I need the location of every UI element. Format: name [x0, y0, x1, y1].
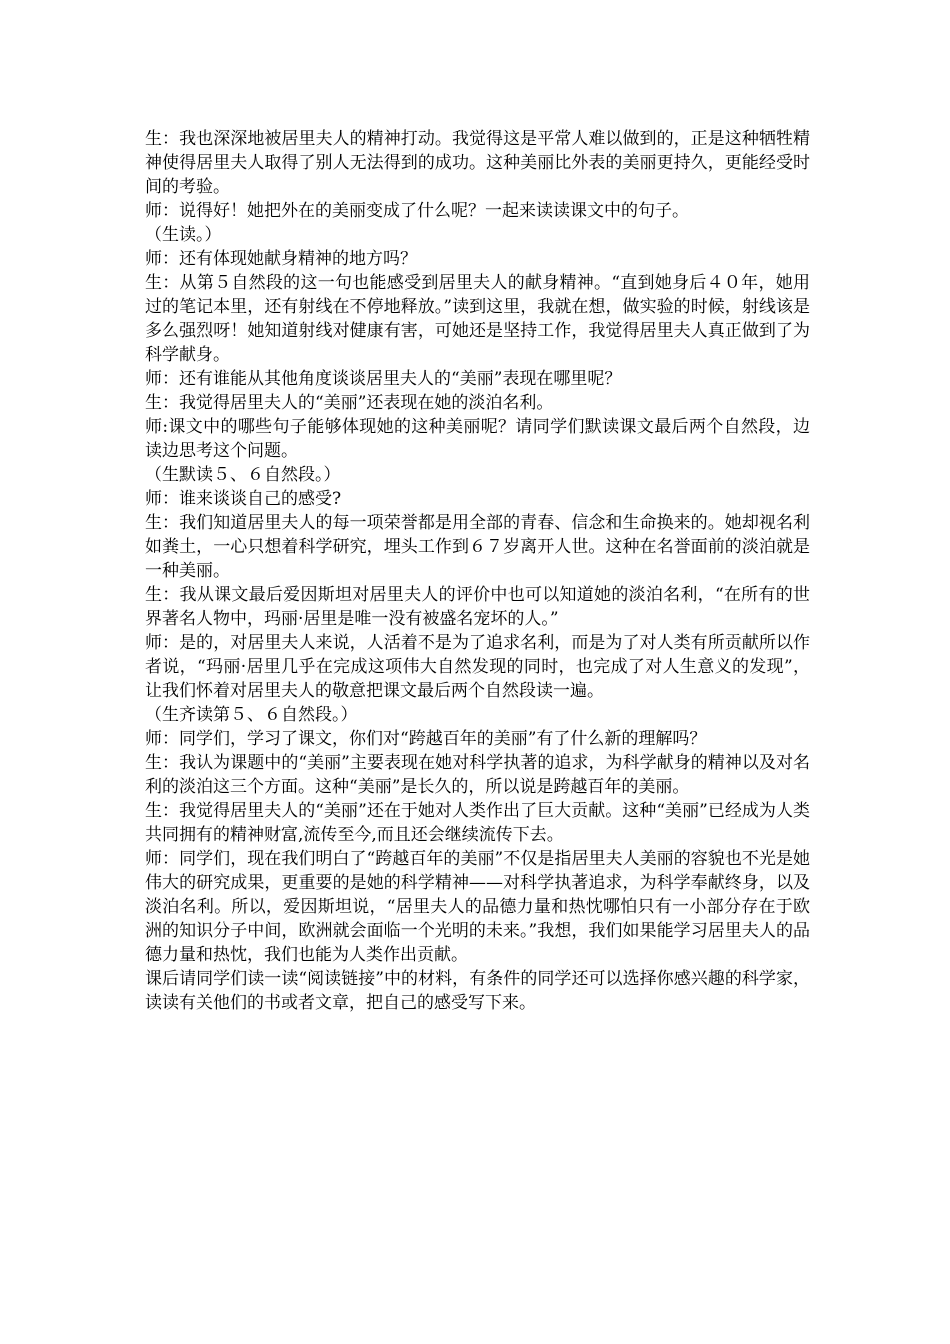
paragraph-student-moved: 生：我也深深地被居里夫人的精神打动。我觉得这是平常人难以做到的，正是这种牺牲精神使得居里夫人取得了别人无法得到的成功。这种美丽比外表的美丽更持久，更能经受时间的考验。 — [145, 129, 810, 197]
paragraph-student-einstein-quote: 生：我从课文最后爱因斯坦对居里夫人的评价中也可以知道她的淡泊名利，“在所有的世界著名人物中，玛丽·居里是唯一没有被盛名宠坏的人。” — [145, 585, 810, 629]
paragraph-student-three-aspects: 生：我认为课题中的“美丽”主要表现在她对科学执著的追求，为科学献身的精神以及对名利的淡泊这三个方面。这种“美丽”是长久的，所以说是跨越百年的美丽。 — [145, 753, 810, 797]
paragraph-teacher-other-angles: 师：还有谁能从其他角度谈谈居里夫人的“美丽”表现在哪里呢？ — [145, 369, 622, 389]
paragraph-student-paragraph-five: 生：从第５自然段的这一句也能感受到居里夫人的献身精神。“直到她身后４０年，她用过的笔记本里，还有射线在不停地释放。”读到这里，我就在想，做实验的时候，射线该是多么强烈呀！她知道射线对健康有害，可她还是坚持工作，我觉得居里夫人真正做到了为科学献身。 — [145, 273, 810, 365]
paragraph-teacher-feelings: 师：谁来谈谈自己的感受? — [145, 489, 342, 509]
paragraph-student-indifference-fame: 生：我觉得居里夫人的“美丽”还表现在她的淡泊名利。 — [145, 393, 554, 413]
paragraph-teacher-read-sentences: 师：说得好！她把外在的美丽变成了什么呢？一起来读读课文中的句子。 — [145, 201, 689, 221]
paragraph-students-silent-read: （生默读５、６自然段。） — [145, 465, 341, 485]
paragraph-teacher-new-understanding: 师：同学们，学习了课文，你们对“跨越百年的美丽”有了什么新的理解吗？ — [145, 729, 707, 749]
paragraph-teacher-silent-reading: 师:课文中的哪些句子能够体现她的这种美丽呢？请同学们默读课文最后两个自然段，边读边思考这个问题。 — [145, 417, 810, 461]
paragraph-student-honors: 生：我们知道居里夫人的每一项荣誉都是用全部的青春、信念和生命换来的。她却视名利如粪土，一心只想着科学研究，埋头工作到６７岁离开人世。这种在名誉面前的淡泊就是一种美丽。 — [145, 513, 810, 581]
paragraph-teacher-meaning-of-life: 师：是的，对居里夫人来说，人活着不是为了追求名利，而是为了对人类有所贡献所以作者说，“玛丽·居里几乎在完成这项伟大自然发现的同时，也完成了对人生意义的发现”，让我们怀着对居里夫人的敬意把课文最后两个自然段读一遍。 — [145, 633, 810, 701]
paragraph-student-contribution: 生：我觉得居里夫人的“美丽”还在于她对人类作出了巨大贡献。这种“美丽”已经成为人类共同拥有的精神财富,流传至今,而且还会继续流传下去。 — [145, 801, 810, 845]
paragraph-teacher-dedication-question: 师：还有体现她献身精神的地方吗？ — [145, 249, 417, 269]
paragraph-students-read-together: （生齐读第５、６自然段。） — [145, 705, 358, 725]
paragraph-teacher-summary: 师：同学们，现在我们明白了“跨越百年的美丽”不仅是指居里夫人美丽的容貌也不光是她伟大的研究成果，更重要的是她的科学精神——对科学执著追求，为科学奉献终身，以及淡泊名利。所以，爱因斯坦说，“居里夫人的品德力量和热忱哪怕只有一小部分存在于欧洲的知识分子中间，欧洲就会面临一个光明的未来。”我想，我们如果能学习居里夫人的品德力量和热忱，我们也能为人类作出贡献。 — [145, 849, 810, 965]
paragraph-homework: 课后请同学们读一读“阅读链接”中的材料，有条件的同学还可以选择你感兴趣的科学家，读读有关他们的书或者文章，把自己的感受写下来。 — [145, 969, 810, 1013]
paragraph-students-read: （生读。） — [145, 225, 222, 245]
lesson-transcript — [145, 127, 810, 1015]
